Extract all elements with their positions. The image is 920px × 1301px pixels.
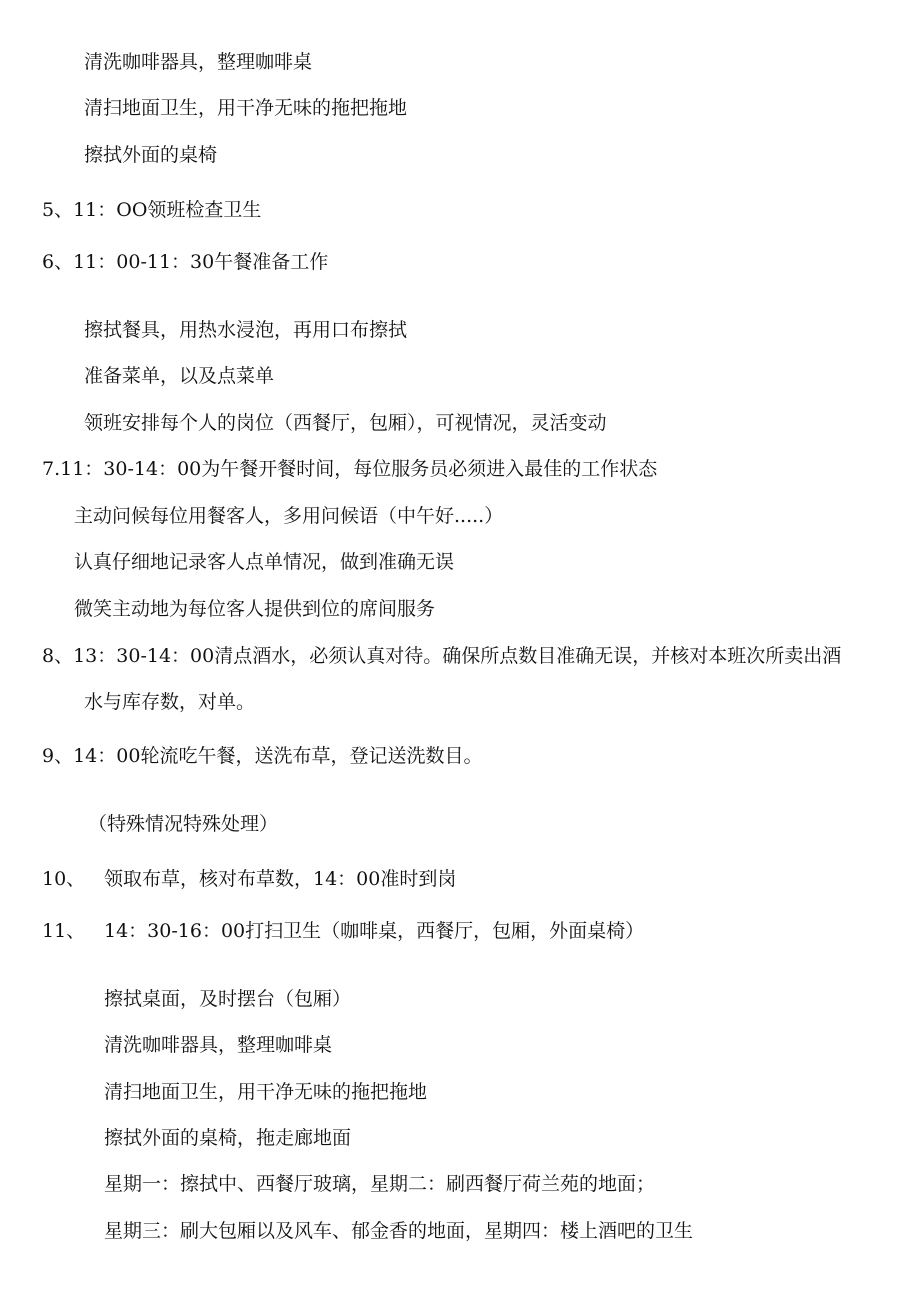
text-line: 星期三：刷大包厢以及风车、郁金香的地面，星期四：楼上酒吧的卫生: [104, 1220, 694, 1242]
step-text: 领取布草，核对布草数，14：00准时到岗: [104, 868, 457, 890]
text-line: 擦拭外面的桌椅: [84, 144, 218, 166]
step-number: 10、: [42, 868, 86, 890]
text-line: 认真仔细地记录客人点单情况，做到准确无误: [74, 551, 455, 573]
step-heading: 8、13：30-14：00清点酒水，必须认真对待。确保所点数目准确无误，并核对本班次所卖出酒: [42, 645, 842, 667]
text-line: 领班安排每个人的岗位（西餐厅，包厢），可视情况，灵活变动: [84, 412, 607, 434]
text-line: 擦拭餐具，用热水浸泡，再用口布擦拭: [84, 319, 408, 341]
text-line: 清洗咖啡器具，整理咖啡桌: [104, 1034, 333, 1056]
text-line: 准备菜单，以及点菜单: [84, 365, 275, 387]
text-line: 清洗咖啡器具，整理咖啡桌: [84, 51, 313, 73]
step-heading: [42, 919, 644, 943]
step-number: 11、: [42, 920, 86, 942]
text-line: 微笑主动地为每位客人提供到位的席间服务: [74, 598, 436, 620]
text-line: 擦拭桌面，及时摆台（包厢）: [104, 988, 352, 1010]
step-heading: 5、11：OO领班检查卫生: [42, 199, 262, 221]
text-line: 清扫地面卫生，用干净无味的拖把拖地: [104, 1081, 428, 1103]
text-line: 星期一：擦拭中、西餐厅玻璃，星期二：刷西餐厅荷兰苑的地面；: [104, 1173, 656, 1195]
note-line: （特殊情况特殊处理）: [88, 813, 279, 835]
text-line: 水与库存数，对单。: [84, 691, 256, 713]
step-heading: [42, 867, 456, 891]
text-line: 擦拭外面的桌椅，拖走廊地面: [104, 1127, 352, 1149]
step-heading: 6、11：00-11：30午餐准备工作: [42, 251, 329, 273]
step-text: 14：30-16：00打扫卫生（咖啡桌，西餐厅，包厢，外面桌椅）: [104, 920, 645, 942]
text-line: 清扫地面卫生，用干净无味的拖把拖地: [84, 97, 408, 119]
step-heading: 7.11：30-14：00为午餐开餐时间，每位服务员必须进入最佳的工作状态: [42, 458, 658, 480]
text-line: 主动问候每位用餐客人，多用问候语（中午好.....）: [74, 505, 504, 527]
step-heading: 9、14：00轮流吃午餐，送洗布草，登记送洗数目。: [42, 745, 483, 767]
